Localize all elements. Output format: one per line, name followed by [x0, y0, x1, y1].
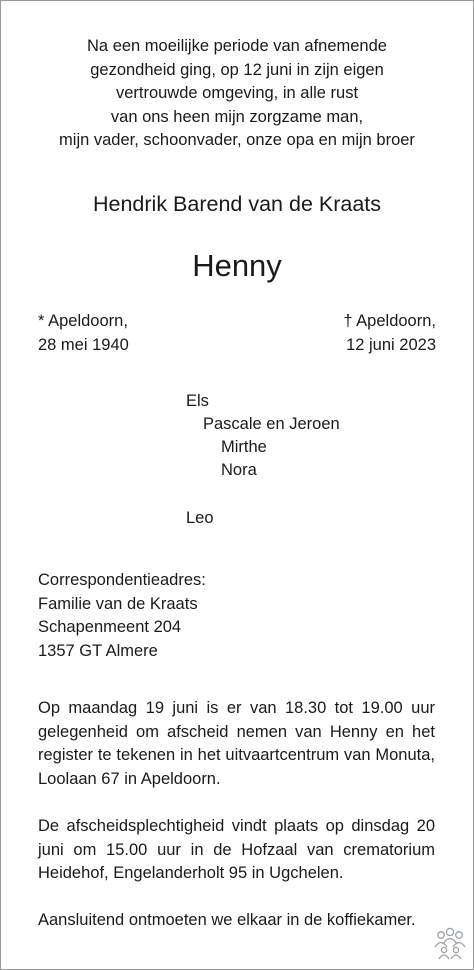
- family-child-couple: Pascale en Jeroen: [203, 415, 340, 433]
- visitation-paragraph: Op maandag 19 juni is er van 18.30 tot 19.00 uur gelegenheid om afscheid nemen van Henny en het register te tekenen in het uitvaartcentrum van Monuta, Loolaan 67 in Apeldoorn.: [38, 699, 435, 788]
- people-group-icon: [432, 925, 468, 961]
- death-info: [343, 309, 436, 357]
- death-place: † Apeldoorn,: [343, 312, 436, 330]
- family-spouse: Els: [186, 392, 209, 410]
- family-sibling: Leo: [186, 509, 214, 527]
- correspondence-city: 1357 GT Almere: [38, 641, 158, 660]
- intro-line: Na een moeilijke periode van afnemende: [87, 37, 387, 55]
- intro-line: vertrouwde omgeving, in alle rust: [115, 84, 359, 102]
- birth-date: 28 mei 1940: [38, 336, 129, 354]
- correspondence-street: Schapenmeent 204: [38, 618, 182, 636]
- intro-line: gezondheid ging, op 12 juni in zijn eigen: [90, 60, 384, 79]
- family-grandchild: Nora: [221, 461, 257, 479]
- intro-line: mijn vader, schoonvader, onze opa en mijn broer: [59, 131, 415, 149]
- correspondence-address: [38, 569, 206, 663]
- deceased-full-name: Hendrik Barend van de Kraats: [92, 192, 382, 216]
- death-date: 12 juni 2023: [346, 336, 436, 354]
- correspondence-name: Familie van de Kraats: [38, 594, 198, 613]
- birth-place: * Apeldoorn,: [38, 312, 128, 330]
- ceremony-paragraph: De afscheidsplechtigheid vindt plaats op dinsdag 20 juni om 15.00 uur in de Hofzaal van crematorium Heidehof, Engelanderholt 95 in Ugchelen.: [38, 817, 435, 882]
- intro-line: van ons heen mijn zorgzame man,: [110, 107, 364, 126]
- reception-paragraph: Aansluitend ontmoeten we elkaar in de koffiekamer.: [38, 911, 416, 929]
- deceased-nickname: Henny: [192, 248, 282, 283]
- birth-info: [38, 309, 129, 357]
- intro-text: [0, 35, 474, 153]
- family-grandchild: Mirthe: [221, 438, 267, 456]
- correspondence-label: Correspondentieadres:: [38, 571, 206, 589]
